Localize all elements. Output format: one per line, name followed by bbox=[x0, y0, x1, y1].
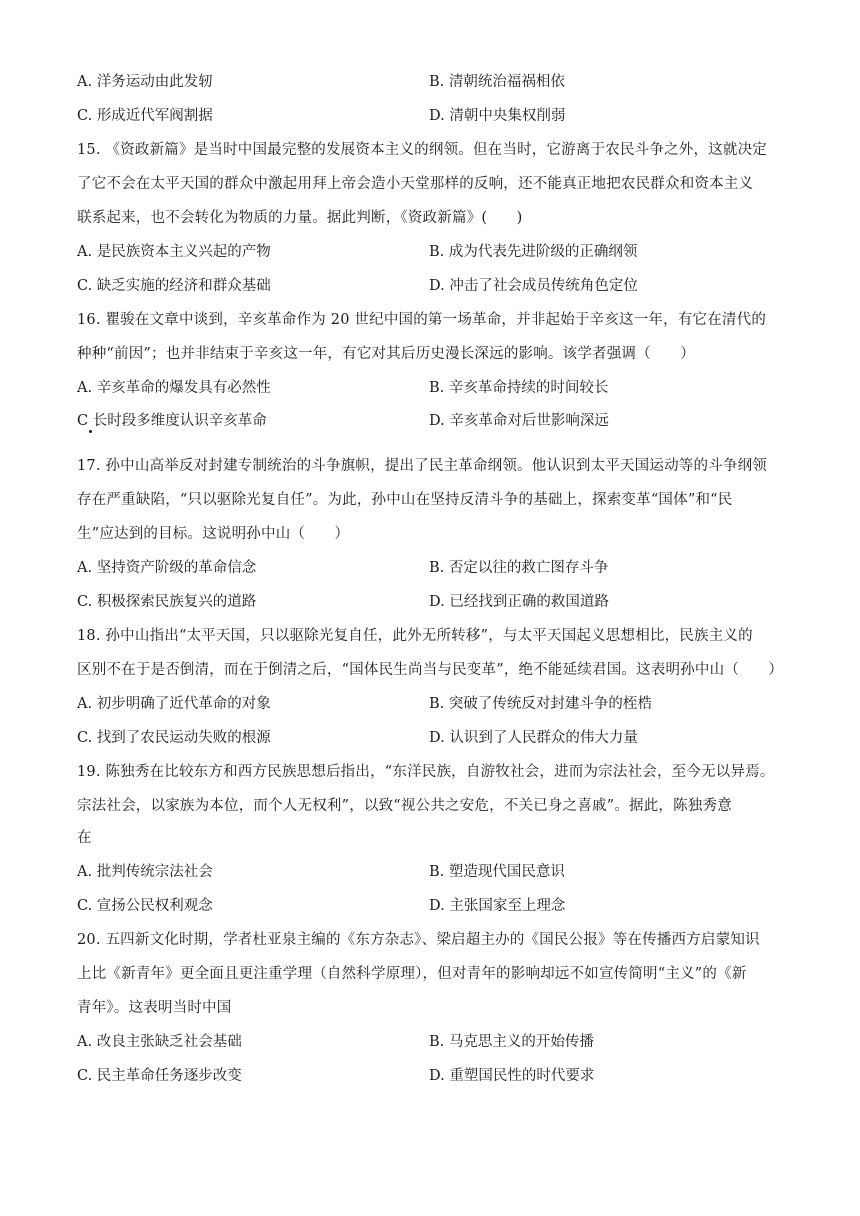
q19-stem-line-3: 在 bbox=[77, 830, 92, 846]
q15-stem-line-1: 15. 《资政新篇》是当时中国最完整的发展资本主义的纲领。但在当时，它游离于农民斗争之外，这就决定 bbox=[77, 142, 767, 158]
q16-option-c[interactable]: C 长时段多维度认识辛亥革命 bbox=[77, 413, 267, 429]
q17-stem-line-3: 生”应达到的目标。这说明孙中山（ ） bbox=[77, 526, 350, 542]
q19-option-b[interactable]: B. 塑造现代国民意识 bbox=[429, 864, 565, 880]
stray-dot-mark bbox=[89, 430, 92, 433]
q17-option-c[interactable]: C. 积极探索民族复兴的道路 bbox=[77, 594, 257, 610]
q16-stem-line-2: 种种“前因”；也并非结束于辛亥这一年，有它对其后历史漫长深远的影响。该学者强调（ ） bbox=[77, 346, 695, 362]
q17-option-d[interactable]: D. 已经找到正确的救国道路 bbox=[429, 594, 609, 610]
q20-stem-line-2: 上比《新青年》更全面且更注重学理（自然科学原理），但对青年的影响却远不如宣传简明“主义”的《新 bbox=[77, 966, 747, 982]
q18-stem-line-1: 18. 孙中山指出“太平天国，只以驱除光复自任，此外无所转移”，与太平天国起义思想相比，民族主义的 bbox=[77, 628, 753, 644]
q18-option-c[interactable]: C. 找到了农民运动失败的根源 bbox=[77, 730, 271, 746]
q14-option-c[interactable]: C. 形成近代军阀割据 bbox=[77, 108, 213, 124]
q17-option-a[interactable]: A. 坚持资产阶级的革命信念 bbox=[77, 560, 257, 576]
q20-option-a[interactable]: A. 改良主张缺乏社会基础 bbox=[77, 1034, 242, 1050]
q19-option-d[interactable]: D. 主张国家至上理念 bbox=[429, 898, 566, 914]
q17-option-b[interactable]: B. 否定以往的救亡图存斗争 bbox=[429, 560, 609, 576]
q19-option-c[interactable]: C. 宣扬公民权利观念 bbox=[77, 898, 213, 914]
q16-stem-line-1: 16. 瞿骏在文章中谈到，辛亥革命作为 20 世纪中国的第一场革命，并非起始于辛亥这一年，有它在清代的 bbox=[77, 312, 767, 328]
q18-option-a[interactable]: A. 初步明确了近代革命的对象 bbox=[77, 696, 271, 712]
q19-stem-line-2: 宗法社会，以家族为本位，而个人无权利”，以致“视公共之安危，不关已身之喜戚”。据此，陈独秀意 bbox=[77, 798, 732, 814]
q15-stem-line-2: 了它不会在太平天国的群众中激起用拜上帝会造小天堂那样的反响，还不能真正地把农民群众和资本主义 bbox=[77, 176, 754, 192]
q20-option-c[interactable]: C. 民主革命任务逐步改变 bbox=[77, 1068, 242, 1084]
q20-option-d[interactable]: D. 重塑国民性的时代要求 bbox=[429, 1068, 595, 1084]
q15-option-d[interactable]: D. 冲击了社会成员传统角色定位 bbox=[429, 278, 638, 294]
q15-option-a[interactable]: A. 是民族资本主义兴起的产物 bbox=[77, 244, 271, 260]
q19-option-a[interactable]: A. 批判传统宗法社会 bbox=[77, 864, 213, 880]
q14-option-b[interactable]: B. 清朝统治福祸相依 bbox=[429, 74, 565, 90]
q17-stem-line-1: 17. 孙中山高举反对封建专制统治的斗争旗帜，提出了民主革命纲领。他认识到太平天国运动等的斗争纲领 bbox=[77, 458, 767, 474]
q16-option-b[interactable]: B. 辛亥革命持续的时间较长 bbox=[429, 380, 609, 396]
q20-option-b[interactable]: B. 马克思主义的开始传播 bbox=[429, 1034, 594, 1050]
q20-stem-line-3: 青年》。这表明当时中国 bbox=[77, 1000, 232, 1016]
q15-option-b[interactable]: B. 成为代表先进阶级的正确纲领 bbox=[429, 244, 638, 260]
q19-stem-line-1: 19. 陈独秀在比较东方和西方民族思想后指出，“东洋民族，自游牧社会，进而为宗法社会，至今无以异焉。 bbox=[77, 764, 775, 780]
q16-option-a[interactable]: A. 辛亥革命的爆发具有必然性 bbox=[77, 380, 271, 396]
q17-stem-line-2: 存在严重缺陷，“只以驱除光复自任”。为此，孙中山在坚持反清斗争的基础上，探索变革“国体”和“民 bbox=[77, 492, 733, 508]
q15-stem-line-3: 联系起来，也不会转化为物质的力量。据此判断，《资政新篇》( ) bbox=[77, 210, 523, 226]
q15-option-c[interactable]: C. 缺乏实施的经济和群众基础 bbox=[77, 278, 271, 294]
q14-option-d[interactable]: D. 清朝中央集权削弱 bbox=[429, 108, 566, 124]
q18-option-b[interactable]: B. 突破了传统反对封建斗争的桎梏 bbox=[429, 696, 652, 712]
q16-option-d[interactable]: D. 辛亥革命对后世影响深远 bbox=[429, 413, 609, 429]
q14-option-a[interactable]: A. 洋务运动由此发轫 bbox=[77, 74, 213, 90]
q20-stem-line-1: 20. 五四新文化时期，学者杜亚泉主编的《东方杂志》、梁启超主办的《国民公报》等在传播西方启蒙知识 bbox=[77, 932, 760, 948]
q18-option-d[interactable]: D. 认识到了人民群众的伟大力量 bbox=[429, 730, 638, 746]
q18-stem-line-2: 区别不在于是否倒清，而在于倒清之后，“国体民生尚当与民变革”，绝不能延续君国。这表明孙中山（ ） bbox=[77, 662, 784, 678]
